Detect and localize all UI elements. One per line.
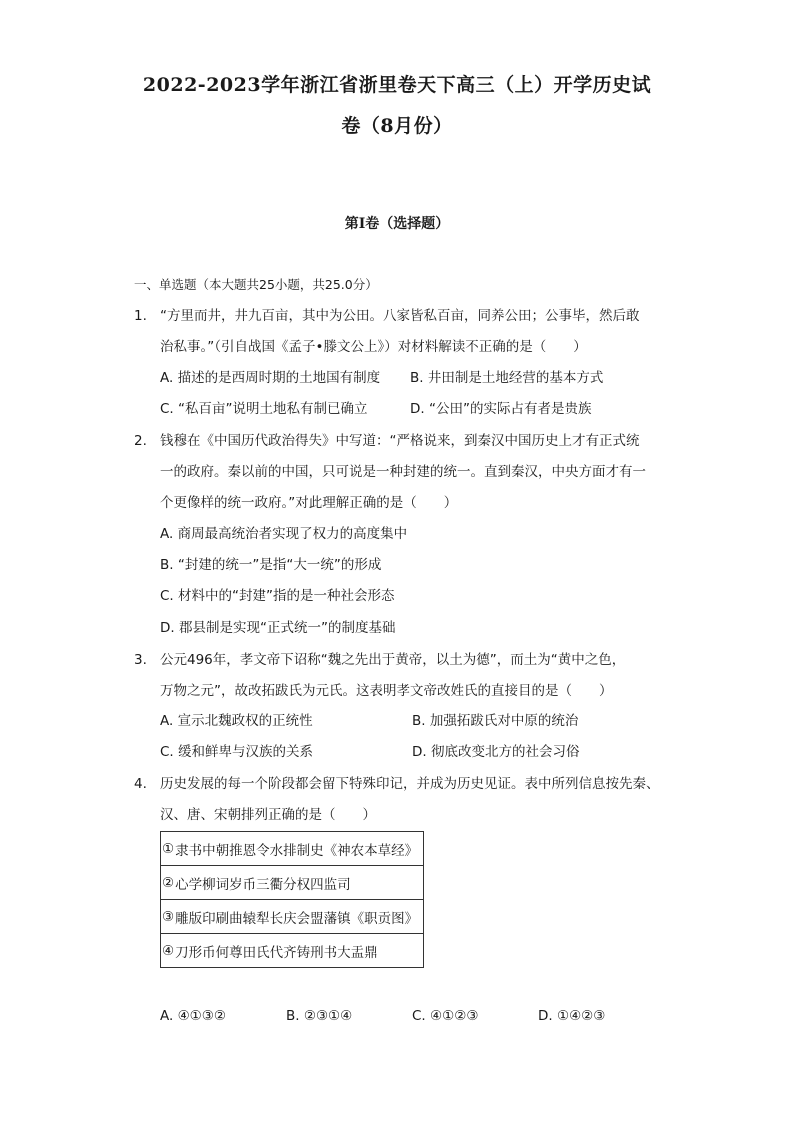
table-row [161, 900, 424, 934]
table-row [161, 866, 424, 900]
row-text: 心学柳词岁币三衢分权四监司 [174, 866, 424, 900]
exam-title-line-1: 2022-2023学年浙江省浙里卷天下高三（上）开学历史试 [142, 74, 652, 96]
option-d: D. 郡县制是实现“正式统一”的制度基础 [160, 620, 396, 636]
question-number: 4. [134, 776, 147, 792]
question-number: 1. [134, 308, 147, 324]
question-stem-line: 汉、唐、宋朝排列正确的是（ ） [160, 807, 376, 823]
question-stem-line: “方里而井，井九百亩，其中为公田。八家皆私百亩，同养公田；公事毕，然后敢 [160, 308, 640, 324]
option-d: D. “公田”的实际占有者是贵族 [410, 401, 592, 417]
table-row [161, 934, 424, 968]
exam-title-line-2: 卷（8月份） [341, 115, 453, 137]
question-stem-line: 万物之元”，故改拓跋氏为元氏。这表明孝文帝改姓氏的直接目的是（ ） [160, 683, 613, 699]
row-text: 雕版印刷曲辕犁长庆会盟藩镇《职贡图》 [174, 900, 424, 934]
option-b: B. 井田制是土地经营的基本方式 [410, 370, 604, 386]
section-title: 第I卷（选择题） [344, 216, 450, 232]
table-row [161, 832, 424, 866]
option-a: A. 商周最高统治者实现了权力的高度集中 [160, 526, 408, 542]
option-d: D. 彻底改变北方的社会习俗 [412, 744, 580, 760]
option-c: C. “私百亩”说明土地私有制已确立 [160, 401, 368, 417]
question-stem-line: 个更像样的统一政府。”对此理解正确的是（ ） [160, 495, 458, 511]
option-d: D. ①④②③ [538, 1008, 606, 1024]
question-number: 2. [134, 433, 147, 449]
part-heading: 一、单选题（本大题共25小题，共25.0分） [134, 277, 378, 292]
option-b: B. “封建的统一”是指“大一统”的形成 [160, 557, 382, 573]
row-text: 隶书中朝推恩令水排制史《神农本草经》 [174, 832, 424, 866]
option-a: A. ④①③② [160, 1008, 226, 1024]
question-number: 3. [134, 652, 147, 668]
row-number: ③ [161, 900, 175, 934]
question-stem-line: 历史发展的每一个阶段都会留下特殊印记，并成为历史见证。表中所列信息按先秦、 [160, 776, 660, 792]
question-stem-line: 公元496年，孝文帝下诏称“魏之先出于黄帝，以土为德”，而土为“黄中之色， [160, 652, 626, 668]
row-number: ① [161, 832, 175, 866]
option-c: C. ④①②③ [412, 1008, 479, 1024]
row-text: 刀形币何尊田氏代齐铸刑书大盂鼎 [174, 934, 424, 968]
option-c: C. 缓和鲜卑与汉族的关系 [160, 744, 314, 760]
question-stem-line: 一的政府。秦以前的中国，只可说是一种封建的统一。直到秦汉，中央方面才有一 [160, 464, 646, 480]
info-table [160, 831, 424, 968]
question-stem-line: 钱穆在《中国历代政治得失》中写道：“严格说来，到秦汉中国历史上才有正式统 [160, 433, 640, 449]
option-a: A. 宣示北魏政权的正统性 [160, 713, 313, 729]
option-a: A. 描述的是西周时期的土地国有制度 [160, 370, 381, 386]
row-number: ④ [161, 934, 175, 968]
option-c: C. 材料中的“封建”指的是一种社会形态 [160, 588, 395, 604]
option-b: B. ②③①④ [286, 1008, 353, 1024]
option-b: B. 加强拓跋氏对中原的统治 [412, 713, 579, 729]
row-number: ② [161, 866, 175, 900]
question-stem-line: 治私事。”（引自战国《孟子•滕文公上》）对材料解读不正确的是（ ） [160, 339, 587, 355]
